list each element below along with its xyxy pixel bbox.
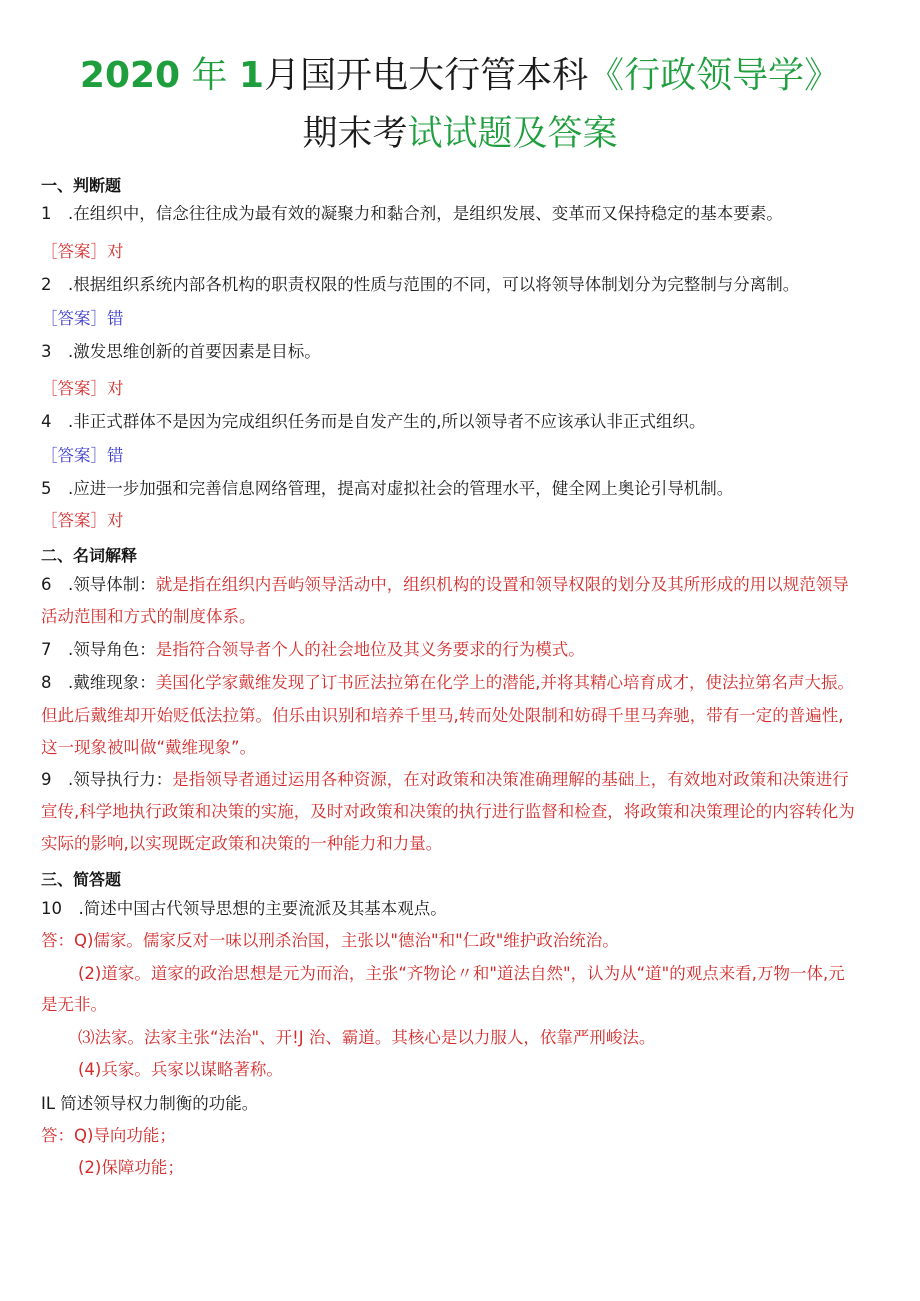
judgment-question-4: 4 .非正式群体不是因为完成组织任务而是自发产生的,所以领导者不应该承认非正式组织。 xyxy=(41,412,706,431)
short-answer-10-1: 答：Q)儒家。儒家反对一味以刑杀治国，主张以"德治"和"仁政"维护政治统治。 xyxy=(41,931,619,950)
judgment-question-2: 2 .根据组织系统内部各机构的职责权限的性质与范围的不同，可以将领导体制划分为完整制与分离制。 xyxy=(41,275,800,294)
title-month: 1 xyxy=(239,55,265,96)
short-answer-11-1: 答：Q)导向功能； xyxy=(41,1126,176,1145)
judgment-answer-2 xyxy=(41,308,124,330)
answer-value: 对 xyxy=(107,379,124,398)
term-8 xyxy=(41,672,854,694)
judgment-question-3: 3 .激发思维创新的首要因素是目标。 xyxy=(41,342,321,361)
answer-value: 对 xyxy=(107,511,124,530)
term-definition: 是指领导者通过运用各种资源，在对政策和决策准确理解的基础上，有效地对政策和决策进行 xyxy=(172,770,849,789)
title2-dark: 期末考 xyxy=(302,114,408,154)
term-8-cont1: 但此后戴维却开始贬低法拉第。伯乐由识别和培养千里马,转而处处限制和妨碍千里马奔驰，带有一定的普遍性, xyxy=(41,706,844,725)
judgment-answer-5 xyxy=(41,510,124,532)
short-answer-10-4: (4)兵家。兵家以谋略著称。 xyxy=(78,1060,283,1079)
title2-green: 试试题及答案 xyxy=(407,114,618,154)
title-course: 《行政领导学》 xyxy=(588,55,841,96)
term-6-cont: 活动范围和方式的制度体系。 xyxy=(41,607,256,626)
term-9-cont2: 实际的影响,以实现既定政策和决策的一种能力和力量。 xyxy=(41,834,443,853)
answer-value: 错 xyxy=(107,446,124,465)
judgment-answer-1 xyxy=(41,241,124,263)
title-nian: 年 xyxy=(191,55,228,96)
section-heading-terms: 二、名词解释 xyxy=(41,546,138,565)
answer-value: 对 xyxy=(107,242,124,261)
judgment-question-5: 5 .应进一步加强和完善信息网络管理，提高对虚拟社会的管理水平，健全网上奥论引导机制。 xyxy=(41,479,734,498)
answer-bracket: ［答案］ xyxy=(41,379,107,398)
title-rest-dark: 月国开电大行管本科 xyxy=(264,55,589,96)
judgment-answer-4 xyxy=(41,445,124,467)
term-definition: 美国化学家戴维发现了订书匠法拉第在化学上的潜能,并将其精心培育成才，使法拉第名声大振。 xyxy=(155,673,854,692)
judgment-answer-3 xyxy=(41,378,124,400)
short-answer-11-2: (2)保障功能； xyxy=(78,1158,184,1177)
term-6 xyxy=(41,574,849,596)
term-9 xyxy=(41,769,849,791)
term-8-cont2: 这一现象被叫做“戴维现象”。 xyxy=(41,738,257,757)
answer-bracket: ［答案］ xyxy=(41,446,107,465)
answer-bracket: ［答案］ xyxy=(41,242,107,261)
short-question-11: IL 简述领导权力制衡的功能。 xyxy=(41,1094,259,1113)
term-definition: 就是指在组织内吾屿领导活动中，组织机构的设置和领导权限的划分及其所形成的用以规范领导 xyxy=(155,575,849,594)
short-answer-10-2: (2)道家。道家的政治思想是元为而治，主张“齐物论〃和"道法自然"，认为从“道"的观点来看,万物一体,元 xyxy=(78,964,845,983)
answer-value: 错 xyxy=(107,309,124,328)
term-7 xyxy=(41,639,585,661)
short-answer-10-2-cont: 是无非。 xyxy=(41,995,107,1014)
answer-bracket: ［答案］ xyxy=(41,511,107,530)
term-definition: 是指符合领导者个人的社会地位及其义务要求的行为模式。 xyxy=(155,640,585,659)
term-9-cont1: 宣传,科学地执行政策和决策的实施，及时对政策和决策的执行进行监督和检查，将政策和决策理论的内容转化为 xyxy=(41,802,855,821)
term-label: 9 .领导执行力： xyxy=(41,770,173,789)
document-title-line1 xyxy=(0,55,920,96)
title-year: 2020 xyxy=(79,55,181,96)
term-label: 7 .领导角色： xyxy=(41,640,156,659)
answer-bracket: ［答案］ xyxy=(41,309,107,328)
term-label: 8 .戴维现象： xyxy=(41,673,156,692)
short-question-10: 10 .简述中国古代领导思想的主要流派及其基本观点。 xyxy=(41,899,447,918)
document-title-line2 xyxy=(0,114,920,154)
term-label: 6 .领导体制： xyxy=(41,575,156,594)
section-heading-judgment: 一、判断题 xyxy=(41,176,122,195)
judgment-question-1: 1 .在组织中，信念往往成为最有效的凝聚力和黏合剂，是组织发展、变革而又保持稳定的基本要素。 xyxy=(41,204,783,223)
short-answer-10-3: ⑶法家。法家主张“法治"、开!J 治、霸道。其核心是以力服人，依靠严刑峻法。 xyxy=(78,1028,656,1047)
section-heading-short-answer: 三、简答题 xyxy=(41,870,122,889)
